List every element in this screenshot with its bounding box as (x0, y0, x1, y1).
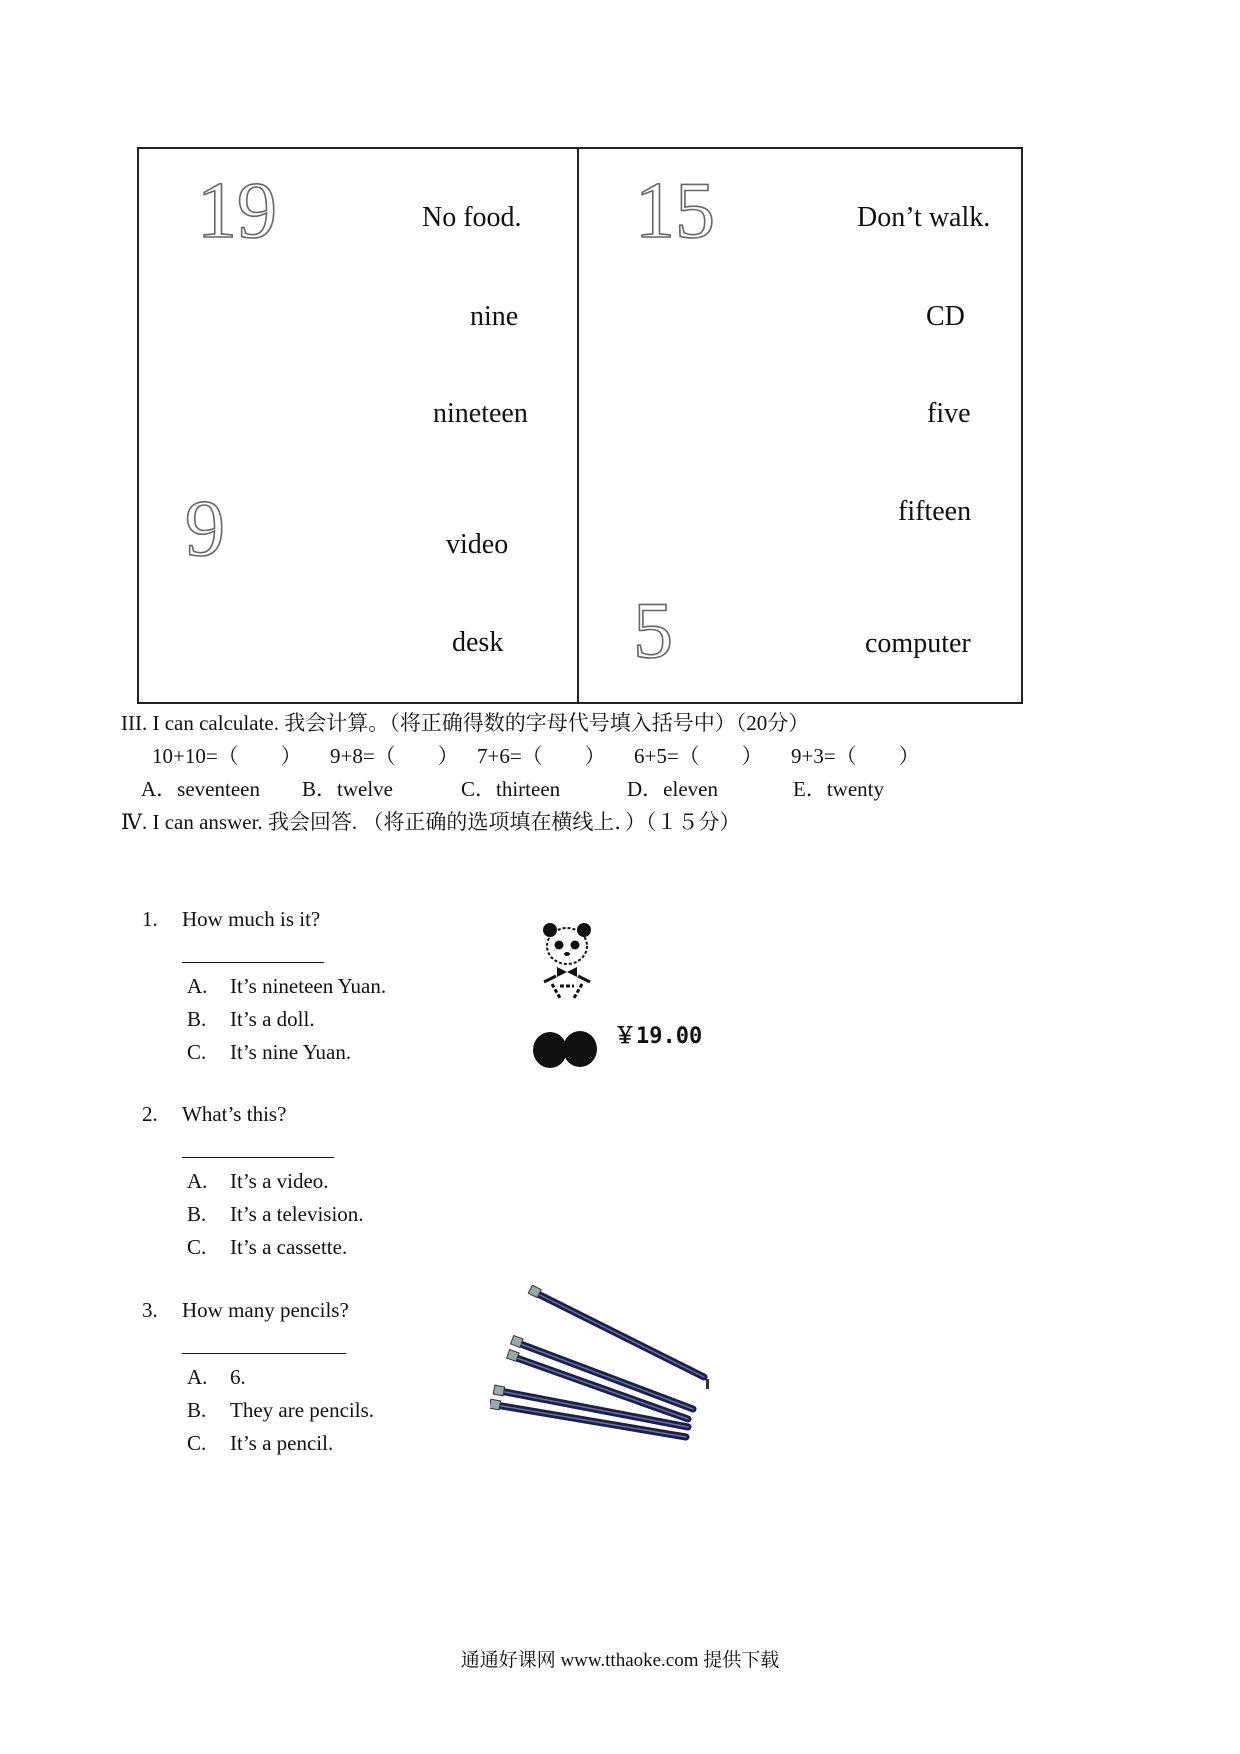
calc-problem: 10+10=（ ） (152, 744, 302, 768)
option-letter: B. (187, 1007, 207, 1031)
option-text: twelve (337, 777, 393, 801)
answer-blank[interactable] (182, 1353, 346, 1354)
calc-option (461, 779, 560, 800)
section-3-heading: III. I can calculate. 我会计算。（将正确得数的字母代号填入括号中）（20分） (121, 711, 810, 735)
option-text: seventeen (177, 777, 260, 801)
question-text: What’s this? (182, 1102, 287, 1126)
option-letter: A． (141, 777, 178, 801)
outline-number: 15 (635, 167, 715, 255)
section-4-heading: Ⅳ. I can answer. 我会回答. （将正确的选项填在横线上．）（１５分） (121, 810, 741, 834)
match-word: video (446, 529, 509, 560)
calc-problem: 9+8=（ ） (330, 744, 459, 768)
match-word: CD (926, 301, 965, 332)
answer-blank[interactable] (182, 1157, 334, 1158)
option-text: It’s nine Yuan. (230, 1040, 352, 1064)
table-divider (577, 149, 579, 702)
option-text: It’s a video. (230, 1169, 329, 1193)
option-text: twenty (826, 777, 884, 801)
match-word: computer (865, 628, 971, 659)
option-text: It’s a cassette. (230, 1235, 348, 1259)
outline-number: 5 (633, 587, 673, 675)
calc-option (302, 779, 393, 800)
calc-option (141, 779, 260, 800)
option-text: 6. (230, 1365, 246, 1389)
matching-table (137, 147, 1023, 704)
option-text: It’s a pencil. (230, 1431, 334, 1455)
question-number: 2. (142, 1102, 158, 1126)
option-letter: C. (187, 1040, 207, 1064)
footer-text: 通通好课网 www.tthaoke.com 提供下载 (460, 1650, 780, 1671)
calc-problem: 6+5=（ ） (634, 744, 763, 768)
price-label: ￥19.00 (614, 1024, 703, 1049)
outline-number: 19 (197, 167, 277, 255)
option-text: It’s nineteen Yuan. (230, 974, 387, 998)
match-word: nine (470, 301, 519, 332)
outline-number: 9 (185, 485, 225, 573)
match-word: desk (452, 627, 504, 658)
option-letter: A. (187, 974, 208, 998)
option-text: It’s a doll. (230, 1007, 315, 1031)
question-text: How much is it? (182, 907, 321, 931)
option-letter: A. (187, 1169, 208, 1193)
option-text: They are pencils. (230, 1398, 375, 1422)
option-letter: C. (187, 1431, 207, 1455)
option-text: It’s a television. (230, 1202, 364, 1226)
match-word: Don’t walk. (857, 202, 991, 233)
option-letter: B. (187, 1398, 207, 1422)
question-text: How many pencils? (182, 1298, 349, 1322)
option-letter: E． (793, 777, 827, 801)
option-letter: A. (187, 1365, 208, 1389)
option-text: eleven (663, 777, 718, 801)
calc-problem: 9+3=（ ） (791, 744, 920, 768)
price-tag-icon (530, 1025, 605, 1075)
question-number: 1. (142, 907, 158, 931)
option-letter: B. (187, 1202, 207, 1226)
match-word: fifteen (898, 496, 972, 527)
match-word: nineteen (433, 398, 528, 429)
calc-problem: 7+6=（ ） (477, 744, 606, 768)
calc-option (627, 779, 718, 800)
option-letter: C． (461, 777, 497, 801)
option-letter: D． (627, 777, 664, 801)
answer-blank[interactable] (182, 962, 324, 963)
match-word: No food. (422, 202, 522, 233)
panda-doll-icon (530, 920, 605, 1000)
option-letter: C. (187, 1235, 207, 1259)
option-text: thirteen (496, 777, 561, 801)
question-number: 3. (142, 1298, 158, 1322)
option-letter: B． (302, 777, 338, 801)
pencils-icon (490, 1285, 720, 1455)
calc-option (793, 779, 884, 800)
match-word: five (927, 398, 971, 429)
